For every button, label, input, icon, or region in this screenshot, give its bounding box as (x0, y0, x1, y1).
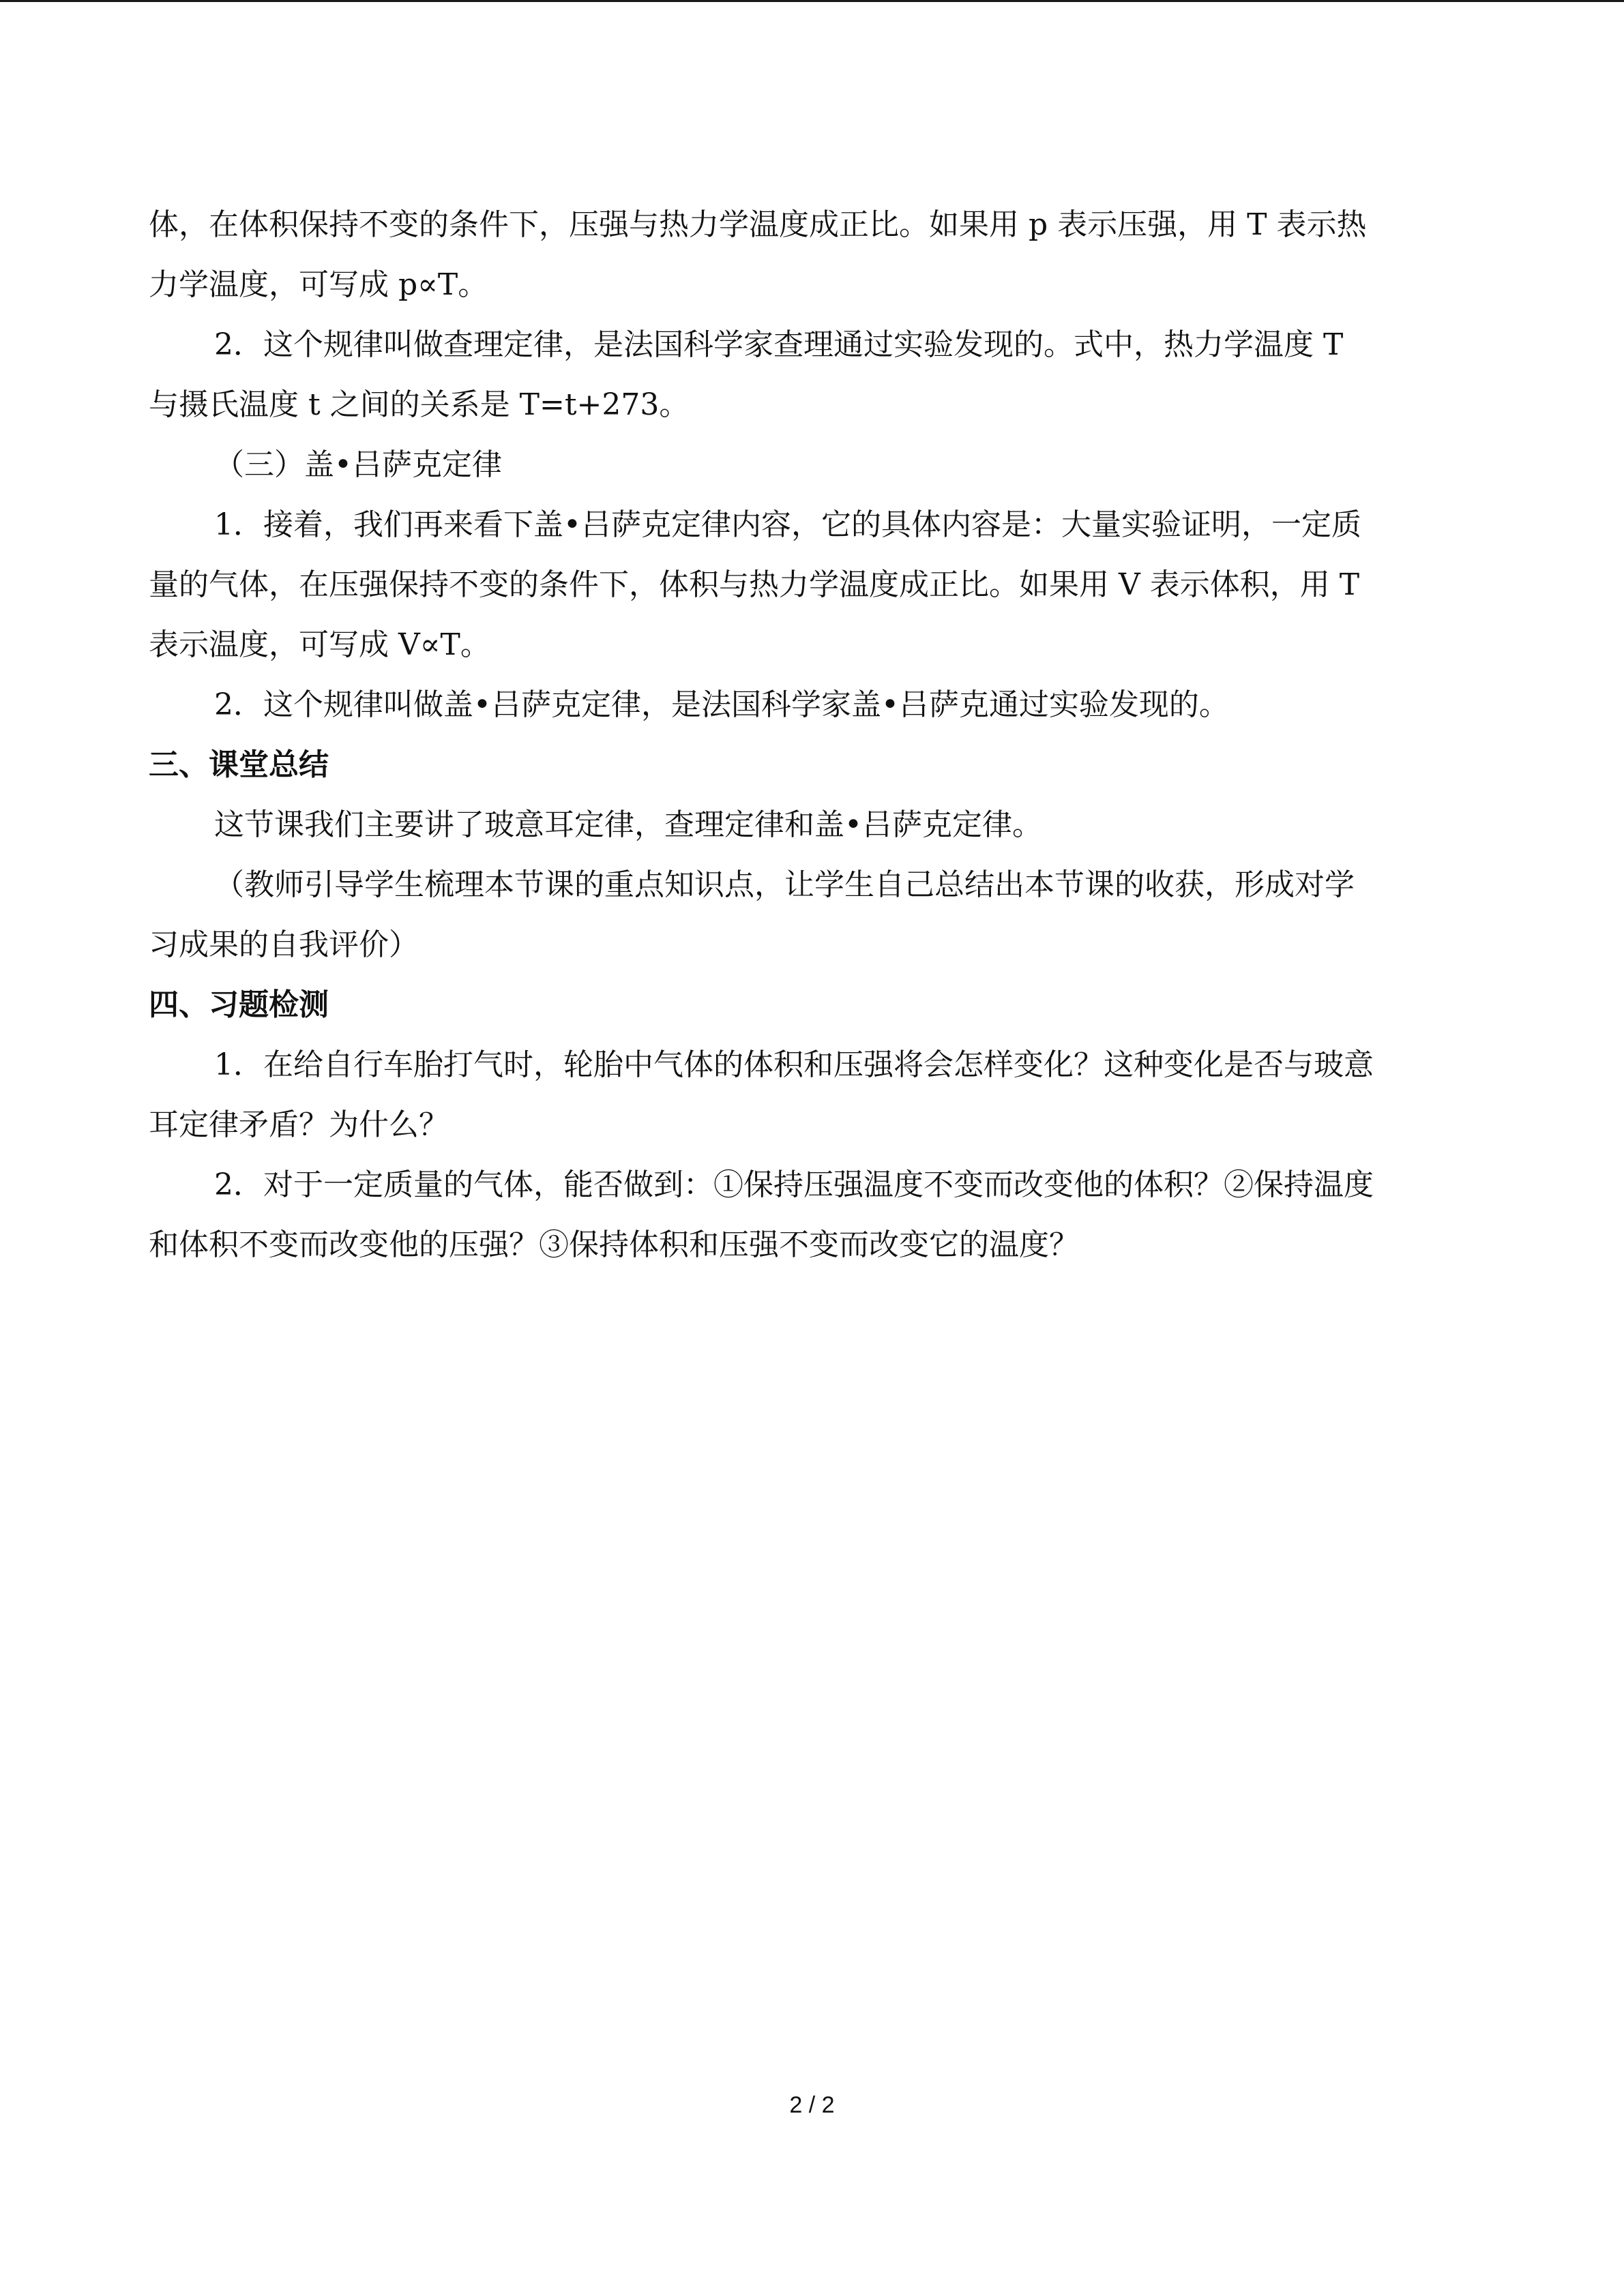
body-line: 耳定律矛盾？为什么？ (149, 1107, 449, 1142)
body-line: 这节课我们主要讲了玻意耳定律，查理定律和盖•吕萨克定律。 (214, 807, 1042, 842)
body-line: 2．对于一定质量的气体，能否做到：①保持压强温度不变而改变他的体积？②保持温度 (214, 1167, 1374, 1202)
body-line: 2．这个规律叫做查理定律，是法国科学家查理通过实验发现的。式中，热力学温度 T (214, 327, 1344, 362)
page-number: 2 / 2 (789, 2092, 835, 2118)
body-line: （教师引导学生梳理本节课的重点知识点，让学生自己总结出本节课的收获，形成对学 (214, 867, 1355, 902)
body-line: 力学温度，可写成 p∝T。 (149, 267, 488, 302)
body-line: 与摄氏温度 t 之间的关系是 T=t+273。 (149, 387, 690, 422)
page-top-border (0, 0, 1624, 2)
subsection-heading: （三）盖•吕萨克定律 (214, 447, 502, 482)
body-line: 2．这个规律叫做盖•吕萨克定律，是法国科学家盖•吕萨克通过实验发现的。 (214, 687, 1229, 722)
body-line: 和体积不变而改变他的压强？③保持体积和压强不变而改变它的温度？ (149, 1227, 1079, 1262)
body-line: 表示温度，可写成 V∝T。 (149, 627, 490, 662)
body-line: 1．接着，我们再来看下盖•吕萨克定律内容，它的具体内容是：大量实验证明，一定质 (214, 507, 1361, 542)
body-line: 1．在给自行车胎打气时，轮胎中气体的体积和压强将会怎样变化？这种变化是否与玻意 (214, 1047, 1374, 1082)
body-line: 习成果的自我评价） (149, 927, 419, 962)
section-heading: 四、习题检测 (149, 987, 329, 1022)
section-heading: 三、课堂总结 (149, 747, 329, 782)
body-line: 体，在体积保持不变的条件下，压强与热力学温度成正比。如果用 p 表示压强，用 T 表示热 (149, 207, 1367, 242)
body-line: 量的气体，在压强保持不变的条件下，体积与热力学温度成正比。如果用 V 表示体积，用 T (149, 567, 1360, 602)
